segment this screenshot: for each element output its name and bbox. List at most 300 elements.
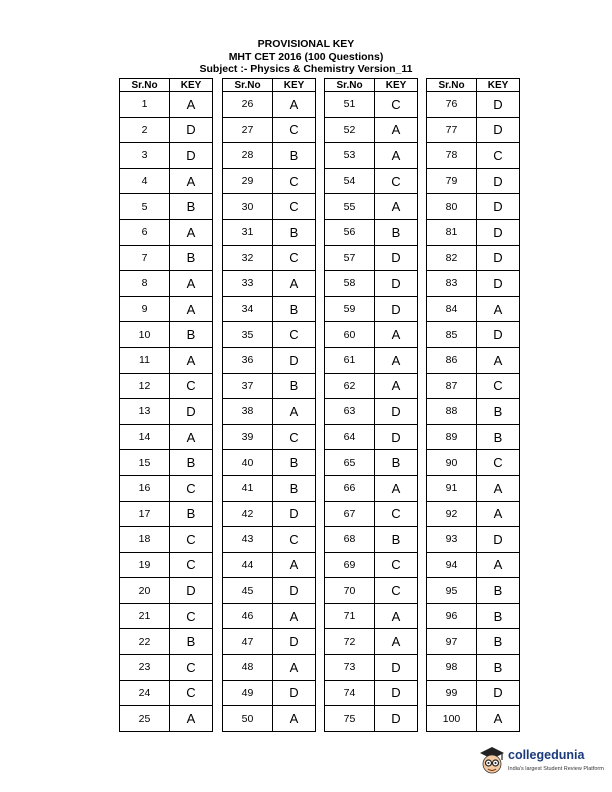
- answer-key: D: [477, 92, 520, 118]
- answer-key: C: [273, 117, 316, 143]
- answer-key: A: [375, 322, 418, 348]
- mascot-icon: [478, 744, 506, 778]
- answer-key: D: [273, 680, 316, 706]
- answer-key: D: [477, 117, 520, 143]
- table-row: [427, 219, 520, 245]
- question-number: 21: [120, 603, 170, 629]
- answer-key: B: [477, 603, 520, 629]
- question-number: 18: [120, 527, 170, 553]
- question-number: 83: [427, 271, 477, 297]
- answer-key: A: [375, 603, 418, 629]
- question-number: 25: [120, 706, 170, 732]
- answer-key: A: [477, 347, 520, 373]
- srno-header: Sr.No: [223, 79, 273, 92]
- table-row: [325, 194, 418, 220]
- question-number: 27: [223, 117, 273, 143]
- answer-key: C: [375, 501, 418, 527]
- answer-key: B: [170, 245, 213, 271]
- table-row: [325, 92, 418, 118]
- answer-key: A: [477, 706, 520, 732]
- question-number: 34: [223, 296, 273, 322]
- answer-key: A: [477, 296, 520, 322]
- question-number: 61: [325, 347, 375, 373]
- question-number: 8: [120, 271, 170, 297]
- answer-key: B: [170, 629, 213, 655]
- question-number: 41: [223, 475, 273, 501]
- question-number: 50: [223, 706, 273, 732]
- answer-key: D: [375, 424, 418, 450]
- answer-key: D: [170, 578, 213, 604]
- header-title: PROVISIONAL KEY: [257, 38, 355, 50]
- answer-table-4: [426, 78, 520, 732]
- table-row: [223, 219, 316, 245]
- table-row: [120, 501, 213, 527]
- answer-key: A: [273, 271, 316, 297]
- table-row: [120, 194, 213, 220]
- table-row: [427, 578, 520, 604]
- table-row: [223, 168, 316, 194]
- question-number: 33: [223, 271, 273, 297]
- question-number: 16: [120, 475, 170, 501]
- table-row: [325, 219, 418, 245]
- answer-key: A: [170, 219, 213, 245]
- table-row: [223, 475, 316, 501]
- answer-key: D: [375, 655, 418, 681]
- table-row: [427, 680, 520, 706]
- answer-key: A: [170, 296, 213, 322]
- table-row: [120, 552, 213, 578]
- answer-key: D: [375, 399, 418, 425]
- answer-key: D: [170, 399, 213, 425]
- question-number: 100: [427, 706, 477, 732]
- table-row: [427, 92, 520, 118]
- table-row: [120, 168, 213, 194]
- table-row: [427, 143, 520, 169]
- question-number: 91: [427, 475, 477, 501]
- question-number: 35: [223, 322, 273, 348]
- question-number: 87: [427, 373, 477, 399]
- answer-key: D: [375, 706, 418, 732]
- key-header: KEY: [170, 79, 213, 92]
- question-number: 74: [325, 680, 375, 706]
- answer-key: D: [273, 629, 316, 655]
- table-row: [223, 552, 316, 578]
- table-row: [427, 373, 520, 399]
- question-number: 20: [120, 578, 170, 604]
- question-number: 51: [325, 92, 375, 118]
- answer-key: B: [375, 450, 418, 476]
- question-number: 56: [325, 219, 375, 245]
- question-number: 14: [120, 424, 170, 450]
- answer-key: D: [375, 680, 418, 706]
- answer-key: B: [273, 475, 316, 501]
- table-row: [120, 143, 213, 169]
- question-number: 82: [427, 245, 477, 271]
- question-number: 70: [325, 578, 375, 604]
- table-row: [325, 245, 418, 271]
- answer-key: B: [273, 373, 316, 399]
- answer-key: B: [273, 219, 316, 245]
- answer-key: D: [477, 194, 520, 220]
- answer-key: A: [375, 347, 418, 373]
- question-number: 19: [120, 552, 170, 578]
- table-row: [120, 629, 213, 655]
- question-number: 49: [223, 680, 273, 706]
- question-number: 72: [325, 629, 375, 655]
- question-number: 95: [427, 578, 477, 604]
- question-number: 3: [120, 143, 170, 169]
- question-number: 75: [325, 706, 375, 732]
- answer-key: D: [273, 501, 316, 527]
- table-row: [427, 603, 520, 629]
- question-number: 94: [427, 552, 477, 578]
- question-number: 78: [427, 143, 477, 169]
- table-row: [325, 655, 418, 681]
- table-row: [427, 399, 520, 425]
- table-row: [223, 655, 316, 681]
- question-number: 77: [427, 117, 477, 143]
- table-row: [325, 424, 418, 450]
- table-row: [325, 706, 418, 732]
- table-row: [223, 629, 316, 655]
- question-number: 24: [120, 680, 170, 706]
- question-number: 76: [427, 92, 477, 118]
- question-number: 48: [223, 655, 273, 681]
- table-row: [325, 271, 418, 297]
- question-number: 90: [427, 450, 477, 476]
- table-row: [120, 245, 213, 271]
- answer-key: B: [477, 399, 520, 425]
- question-number: 54: [325, 168, 375, 194]
- question-number: 57: [325, 245, 375, 271]
- answer-key: A: [170, 347, 213, 373]
- answer-key: B: [170, 450, 213, 476]
- question-number: 46: [223, 603, 273, 629]
- question-number: 22: [120, 629, 170, 655]
- answer-key: A: [273, 603, 316, 629]
- question-number: 10: [120, 322, 170, 348]
- answer-key: D: [477, 680, 520, 706]
- answer-key: C: [273, 194, 316, 220]
- question-number: 23: [120, 655, 170, 681]
- header-exam: MHT CET 2016 (100 Questions): [228, 50, 384, 63]
- answer-key: B: [170, 194, 213, 220]
- answer-key: D: [375, 271, 418, 297]
- answer-key: C: [375, 578, 418, 604]
- table-row: [325, 629, 418, 655]
- table-row: [325, 399, 418, 425]
- answer-key: B: [273, 296, 316, 322]
- answer-table-3: [324, 78, 418, 732]
- table-row: [427, 655, 520, 681]
- table-row: [427, 629, 520, 655]
- answer-key: A: [375, 194, 418, 220]
- question-number: 64: [325, 424, 375, 450]
- table-row: [223, 706, 316, 732]
- question-number: 40: [223, 450, 273, 476]
- answer-key: D: [273, 347, 316, 373]
- question-number: 81: [427, 219, 477, 245]
- question-number: 31: [223, 219, 273, 245]
- answer-key: C: [170, 680, 213, 706]
- logo-name: collegedunia: [508, 748, 585, 762]
- question-number: 38: [223, 399, 273, 425]
- table-row: [120, 399, 213, 425]
- answer-key: A: [273, 399, 316, 425]
- table-row: [223, 245, 316, 271]
- table-row: [325, 168, 418, 194]
- table-row: [120, 578, 213, 604]
- table-row: [427, 296, 520, 322]
- question-number: 71: [325, 603, 375, 629]
- question-number: 12: [120, 373, 170, 399]
- answer-key: B: [477, 655, 520, 681]
- question-number: 88: [427, 399, 477, 425]
- table-row: [120, 219, 213, 245]
- answer-key: D: [477, 219, 520, 245]
- answer-key: C: [170, 603, 213, 629]
- table-row: [120, 117, 213, 143]
- table-row: [120, 680, 213, 706]
- answer-key: C: [170, 655, 213, 681]
- answer-key: A: [273, 706, 316, 732]
- answer-key: B: [477, 424, 520, 450]
- key-header: KEY: [375, 79, 418, 92]
- question-number: 79: [427, 168, 477, 194]
- question-number: 2: [120, 117, 170, 143]
- srno-header: Sr.No: [325, 79, 375, 92]
- answer-key: C: [170, 527, 213, 553]
- question-number: 32: [223, 245, 273, 271]
- answer-key: D: [375, 296, 418, 322]
- table-row: [427, 475, 520, 501]
- table-row: [223, 322, 316, 348]
- answer-table-1: [119, 78, 213, 732]
- question-number: 98: [427, 655, 477, 681]
- question-number: 65: [325, 450, 375, 476]
- table-row: [120, 450, 213, 476]
- question-number: 36: [223, 347, 273, 373]
- answer-key: B: [273, 450, 316, 476]
- answer-key: B: [170, 501, 213, 527]
- answer-key: B: [375, 527, 418, 553]
- table-row: [223, 117, 316, 143]
- question-number: 1: [120, 92, 170, 118]
- table-row: [120, 296, 213, 322]
- answer-key: B: [170, 322, 213, 348]
- table-row: [427, 117, 520, 143]
- question-number: 92: [427, 501, 477, 527]
- answer-key: A: [170, 424, 213, 450]
- question-number: 55: [325, 194, 375, 220]
- answer-key: C: [170, 552, 213, 578]
- question-number: 84: [427, 296, 477, 322]
- table-row: [325, 322, 418, 348]
- table-row: [120, 603, 213, 629]
- question-number: 42: [223, 501, 273, 527]
- srno-header: Sr.No: [427, 79, 477, 92]
- question-number: 96: [427, 603, 477, 629]
- key-header: KEY: [477, 79, 520, 92]
- answer-key: A: [273, 92, 316, 118]
- table-row: [427, 501, 520, 527]
- answer-table-2: [222, 78, 316, 732]
- table-row: [223, 424, 316, 450]
- table-row: [120, 322, 213, 348]
- question-number: 47: [223, 629, 273, 655]
- question-number: 7: [120, 245, 170, 271]
- table-row: [325, 501, 418, 527]
- question-number: 63: [325, 399, 375, 425]
- question-number: 11: [120, 347, 170, 373]
- table-row: [223, 603, 316, 629]
- answer-key: C: [273, 168, 316, 194]
- question-number: 99: [427, 680, 477, 706]
- answer-key: D: [273, 578, 316, 604]
- question-number: 97: [427, 629, 477, 655]
- question-number: 4: [120, 168, 170, 194]
- table-row: [427, 552, 520, 578]
- table-row: [120, 373, 213, 399]
- answer-key: D: [477, 322, 520, 348]
- table-row: [427, 245, 520, 271]
- answer-key: A: [375, 629, 418, 655]
- table-row: [223, 399, 316, 425]
- question-number: 93: [427, 527, 477, 553]
- table-row: [325, 450, 418, 476]
- table-row: [120, 655, 213, 681]
- table-row: [223, 501, 316, 527]
- question-number: 28: [223, 143, 273, 169]
- answer-key: A: [375, 373, 418, 399]
- table-row: [325, 347, 418, 373]
- answer-key: A: [273, 552, 316, 578]
- answer-key: A: [375, 117, 418, 143]
- question-number: 68: [325, 527, 375, 553]
- question-number: 86: [427, 347, 477, 373]
- table-row: [223, 296, 316, 322]
- answer-key: C: [273, 245, 316, 271]
- table-row: [120, 527, 213, 553]
- answer-key: B: [477, 629, 520, 655]
- table-row: [325, 475, 418, 501]
- question-number: 45: [223, 578, 273, 604]
- question-number: 5: [120, 194, 170, 220]
- question-number: 66: [325, 475, 375, 501]
- table-row: [120, 475, 213, 501]
- answer-key: A: [375, 475, 418, 501]
- table-row: [223, 680, 316, 706]
- table-row: [427, 194, 520, 220]
- answer-key: A: [170, 92, 213, 118]
- answer-key: C: [375, 92, 418, 118]
- table-row: [325, 552, 418, 578]
- question-number: 29: [223, 168, 273, 194]
- question-number: 13: [120, 399, 170, 425]
- table-row: [325, 373, 418, 399]
- answer-key: B: [375, 219, 418, 245]
- document-header: [0, 38, 612, 76]
- question-number: 60: [325, 322, 375, 348]
- answer-key: D: [477, 245, 520, 271]
- table-row: [223, 527, 316, 553]
- answer-key: D: [477, 168, 520, 194]
- answer-key: A: [170, 271, 213, 297]
- answer-key: C: [477, 143, 520, 169]
- table-row: [427, 271, 520, 297]
- question-number: 15: [120, 450, 170, 476]
- answer-key: C: [375, 168, 418, 194]
- answer-key: C: [375, 552, 418, 578]
- table-row: [325, 117, 418, 143]
- question-number: 9: [120, 296, 170, 322]
- table-row: [427, 706, 520, 732]
- answer-key: D: [477, 271, 520, 297]
- answer-key: C: [170, 475, 213, 501]
- table-row: [427, 424, 520, 450]
- table-row: [223, 347, 316, 373]
- question-number: 85: [427, 322, 477, 348]
- table-row: [325, 143, 418, 169]
- question-number: 52: [325, 117, 375, 143]
- question-number: 58: [325, 271, 375, 297]
- answer-key: A: [170, 706, 213, 732]
- answer-key: C: [477, 373, 520, 399]
- table-row: [223, 450, 316, 476]
- logo-tagline: India's largest Student Review Platform: [508, 766, 604, 772]
- table-row: [427, 527, 520, 553]
- answer-key: A: [273, 655, 316, 681]
- answer-key: C: [170, 373, 213, 399]
- answer-key: C: [273, 424, 316, 450]
- question-number: 69: [325, 552, 375, 578]
- table-row: [223, 143, 316, 169]
- table-row: [427, 322, 520, 348]
- question-number: 44: [223, 552, 273, 578]
- answer-key: D: [170, 143, 213, 169]
- collegedunia-logo: [478, 742, 604, 782]
- table-row: [325, 680, 418, 706]
- table-row: [325, 296, 418, 322]
- answer-key: A: [375, 143, 418, 169]
- key-header: KEY: [273, 79, 316, 92]
- question-number: 30: [223, 194, 273, 220]
- question-number: 53: [325, 143, 375, 169]
- question-number: 89: [427, 424, 477, 450]
- table-row: [120, 271, 213, 297]
- table-row: [223, 271, 316, 297]
- answer-key: C: [273, 322, 316, 348]
- table-row: [120, 424, 213, 450]
- table-row: [427, 347, 520, 373]
- table-row: [223, 373, 316, 399]
- question-number: 73: [325, 655, 375, 681]
- answer-key: B: [477, 578, 520, 604]
- answer-key: D: [375, 245, 418, 271]
- answer-key: D: [170, 117, 213, 143]
- answer-key: B: [273, 143, 316, 169]
- answer-key: A: [477, 475, 520, 501]
- question-number: 39: [223, 424, 273, 450]
- header-subject: Subject :- Physics & Chemistry Version_11: [199, 63, 413, 75]
- question-number: 59: [325, 296, 375, 322]
- table-row: [120, 706, 213, 732]
- question-number: 43: [223, 527, 273, 553]
- question-number: 67: [325, 501, 375, 527]
- answer-key: A: [170, 168, 213, 194]
- question-number: 80: [427, 194, 477, 220]
- table-row: [325, 527, 418, 553]
